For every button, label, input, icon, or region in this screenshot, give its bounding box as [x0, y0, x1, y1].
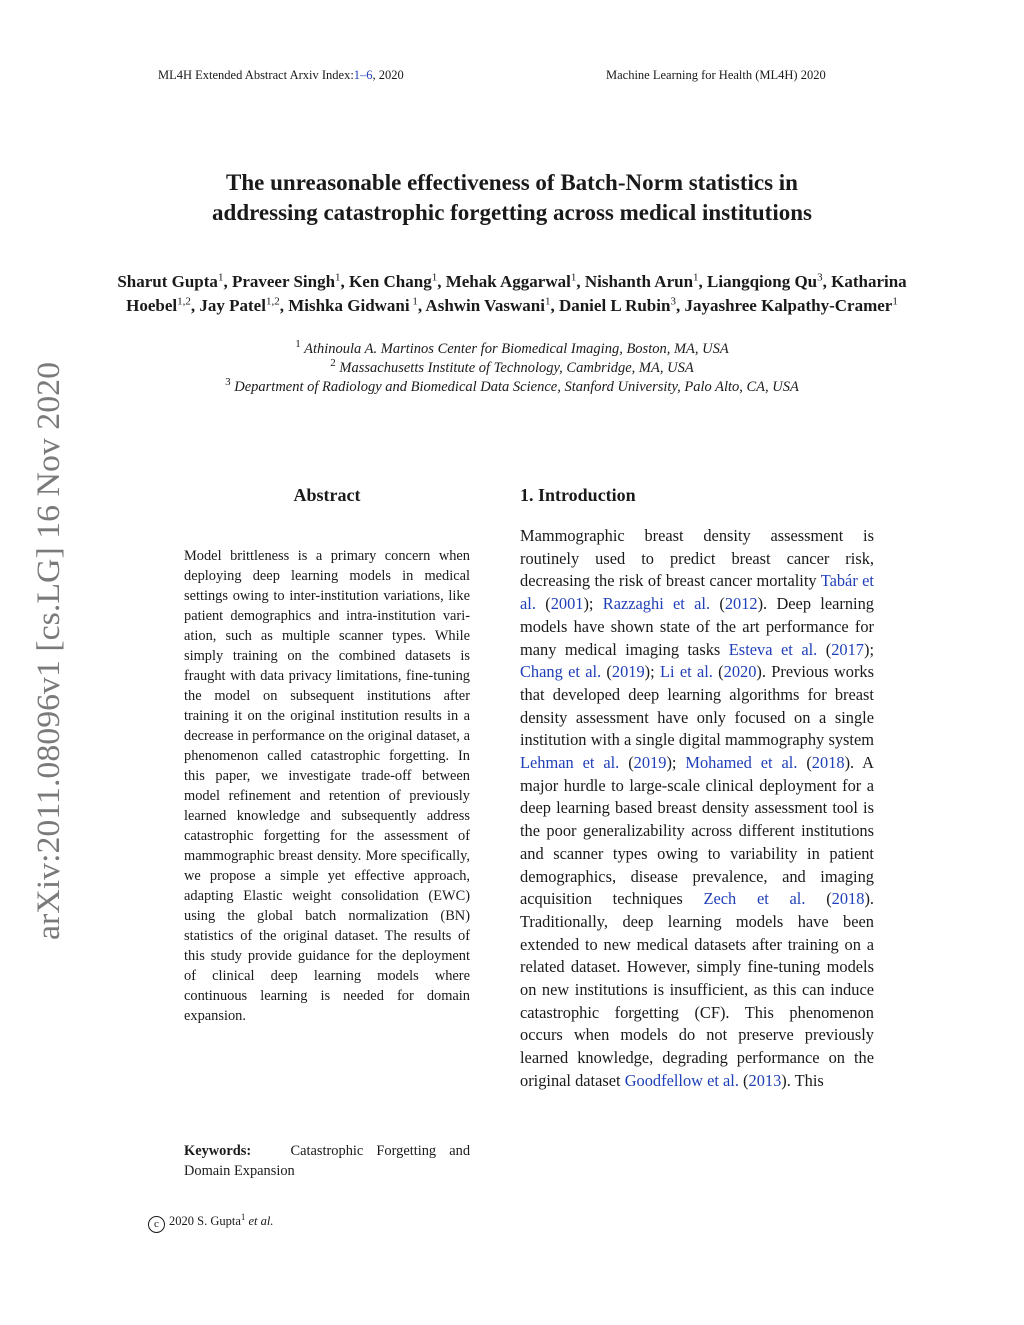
- keywords-label: Keywords:: [184, 1143, 252, 1159]
- citation-chang[interactable]: Chang et al.: [520, 662, 602, 682]
- author-affiliation-mark: 3: [670, 295, 676, 308]
- citation-goodfellow[interactable]: Goodfellow et al.: [624, 1070, 739, 1090]
- author-affiliation-mark: 1,2: [177, 295, 191, 308]
- affiliation-mark: 3: [225, 376, 231, 389]
- citation-esteva[interactable]: Esteva et al.: [728, 639, 818, 659]
- citation-lehman-year[interactable]: 2019: [633, 753, 667, 773]
- affiliation-line: [100, 340, 924, 359]
- copyright-text: 2020 S. Gupta: [169, 1214, 241, 1229]
- citation-razzaghi-year[interactable]: 2012: [724, 594, 758, 614]
- citation-tabar-year[interactable]: 2001: [550, 594, 584, 614]
- citation-esteva-year[interactable]: 2017: [831, 639, 864, 659]
- author-name: Mehak Aggarwal: [445, 272, 571, 291]
- author-name: Praveer Singh: [231, 272, 336, 291]
- copyright-etal: et al.: [248, 1214, 274, 1229]
- author-name: Sharut Gupta: [117, 272, 218, 291]
- intro-text-3: Previous works that developed deep learning algorithms for breast density assessment have only focused on a single institution with a single digital mammography system: [520, 662, 875, 750]
- author-name: Mishka Gidwani: [288, 296, 410, 315]
- abstract-heading: Abstract: [293, 485, 361, 505]
- author-affiliation-mark: 1: [892, 295, 898, 308]
- affiliation-text: Department of Radiology and Biomedical Data Science, Stanford University, Palo Alto, CA, USA: [230, 379, 799, 395]
- copyright-footer: [148, 1212, 274, 1233]
- intro-text-1: Mammographic breast density assessment is routinely used to predict breast cancer risk, decreasing the risk of breast cancer mortality: [520, 526, 874, 591]
- citation-li-year[interactable]: 2020: [723, 662, 757, 682]
- citation-mohamed[interactable]: Mohamed et al.: [685, 753, 798, 773]
- citation-zech[interactable]: Zech et al.: [703, 889, 806, 909]
- arxiv-stamp: [25, 350, 69, 950]
- author-name: Jayashree Kalpathy-Cramer: [684, 296, 893, 315]
- keywords-text: Catastrophic Forgetting and Domain Expansion: [184, 1143, 471, 1179]
- running-header-left: [158, 68, 404, 83]
- header-year: , 2020: [372, 68, 404, 82]
- abstract-text: Model brittleness is a primary concern when deploying deep learning models in medical settings owing to inter-institution variations, like patient demographics and intra-institution variation, such as multiple scanner types. While simply training on the combined datasets is fraught with data privacy limitations, fine-tuning the model on subsequent institutions after training it on the original institution results in a decrease in performance on the original dataset, a phenomenon called catastrophic forgetting. In this paper, we investigate trade-off between model refinement and retention of previously learned knowledge and subsequently address catastrophic forgetting for the assessment of mammographic breast density. More specifically, we propose a simple yet effective approach, adapting Elastic weight consolidation (EWC) using the global batch normalization (BN) statistics of the original dataset. The results of this study provide guidance for the deployment of clinical deep learning models where continuous learning is needed for domain expansion.: [184, 548, 470, 1024]
- author-affiliation-mark: 1: [217, 271, 224, 284]
- citation-tabar[interactable]: Tabár et al.: [520, 571, 874, 614]
- citation-lehman[interactable]: Lehman et al.: [520, 753, 620, 773]
- author-name: Jay Patel: [199, 296, 266, 315]
- citation-goodfellow-year[interactable]: 2013: [748, 1070, 782, 1090]
- author-affiliation-mark: 3: [817, 271, 823, 284]
- author-affiliation-mark: 1: [335, 271, 341, 284]
- intro-text-2: Deep learning models have shown state of the art performance for many medical imaging tasks: [520, 594, 874, 659]
- author-affiliation-mark: 1: [431, 271, 438, 284]
- author-affiliation-mark: 1,2: [265, 295, 280, 308]
- author-affiliation-mark: 1: [693, 271, 699, 284]
- title-line-1: The unreasonable effectiveness of Batch-Norm statistics in: [226, 170, 798, 195]
- author-affiliation-mark: 1: [544, 295, 551, 308]
- author-name: Liangqiong Qu: [707, 272, 818, 291]
- affiliation-text: Athinoula A. Martinos Center for Biomedical Imaging, Boston, MA, USA: [300, 341, 729, 357]
- page-range-link[interactable]: 1–6: [353, 68, 373, 82]
- author-name: Katharina Hoebel: [126, 272, 907, 315]
- affiliations: [100, 340, 924, 397]
- affiliation-line: [100, 378, 924, 397]
- author-name: Ashwin Vaswani: [425, 296, 545, 315]
- introduction-heading: 1. Introduction: [520, 485, 636, 505]
- copyright-icon: c: [148, 1216, 165, 1233]
- citation-li[interactable]: Li et al.: [659, 662, 713, 682]
- author-affiliation-mark: 1: [409, 295, 418, 308]
- title-line-2: addressing catastrophic forgetting across medical institutions: [212, 200, 812, 225]
- intro-text-4: A major hurdle to large-scale clinical deployment for a deep learning based breast density assessment tool is the poor generalizability across different institutions and scanner types owing to variability in patient demographics, disease prevalence, and imaging acquisition techniques: [520, 753, 874, 909]
- paper-title: [100, 168, 924, 228]
- citation-chang-year[interactable]: 2019: [611, 662, 645, 682]
- affiliation-text: Massachusetts Institute of Technology, Cambridge, MA, USA: [335, 360, 694, 376]
- affiliation-mark: 2: [330, 357, 336, 370]
- intro-text-5: Traditionally, deep learning models have been extended to new medical datasets after training on a related dataset. However, simply fine-tuning models on new institutions is insufficient, as this can induce catastrophic forgetting (CF). This phenomenon occurs when models do not preserve previously learned knowledge, degrading performance on the original dataset: [520, 911, 874, 1090]
- author-list: Sharut Gupta$^1$, Praveer Singh$^1$, Ken Chang$^1$, Mehak Aggarwal$^1$, Nishanth Arun$^1$, Liangqiong Qu$^3$, Katharina Hoebel$^{1,2}$, Jay Patel$^{1,2}$, Mishka Gidwani $^1$, Ashwin Vaswani$^1$, Daniel L Rubin$^3$, Jayashree Kalpathy-Cramer$^1$: [117, 271, 907, 315]
- citation-razzaghi[interactable]: Razzaghi et al.: [602, 594, 711, 614]
- author-affiliation-mark: 1: [570, 271, 577, 284]
- arxiv-stamp-text: arXiv:2011.08096v1 [cs.LG] 16 Nov 2020: [31, 376, 67, 940]
- affiliation-line: [100, 359, 924, 378]
- header-index-label: ML4H Extended Abstract Arxiv Index:: [158, 68, 354, 82]
- author-name: Daniel L Rubin: [558, 296, 671, 315]
- citation-zech-year[interactable]: 2018: [831, 889, 865, 909]
- introduction-text: Mammographic breast density assessment is routinely used to predict breast cancer risk, decreasing the risk of breast cancer mortality Tabár et al. (2001); Razzaghi et al. (2012). Deep learning models have shown state of the art performance for many medical imaging tasks Esteva et al. (2017); Chang et al. (2019); Li et al. (2020). Previous works that developed deep learning algorithms for breast density assessment have only focused on a single institution with a single digital mammography system Lehman et al. (2019); Mohamed et al. (2018). A major hurdle to large-scale clinical deployment for a deep learning based breast density assessment tool is the poor generalizability across different institutions and scanner types owing to variability in patient demographics, disease prevalence, and imaging acquisition techniques Zech et al. (2018). Traditionally, deep learning models have been extended to new medical datasets after training on a related dataset. However, simply fine-tuning models on new institutions is insufficient, as this can induce catastrophic forgetting (CF). This phenomenon occurs when models do not preserve previously learned knowledge, degrading performance on the original dataset Goodfellow et al. (2013). This: [520, 526, 875, 1090]
- keywords: [184, 1141, 470, 1181]
- citation-mohamed-year[interactable]: 2018: [811, 753, 845, 773]
- author-name: Nishanth Arun: [584, 272, 694, 291]
- affiliation-mark: 1: [295, 338, 301, 351]
- copyright-sup: 1: [240, 1212, 246, 1222]
- author-name: Ken Chang: [349, 272, 432, 291]
- intro-text-6: This: [794, 1070, 824, 1090]
- running-header-right: Machine Learning for Health (ML4H) 2020: [606, 68, 826, 82]
